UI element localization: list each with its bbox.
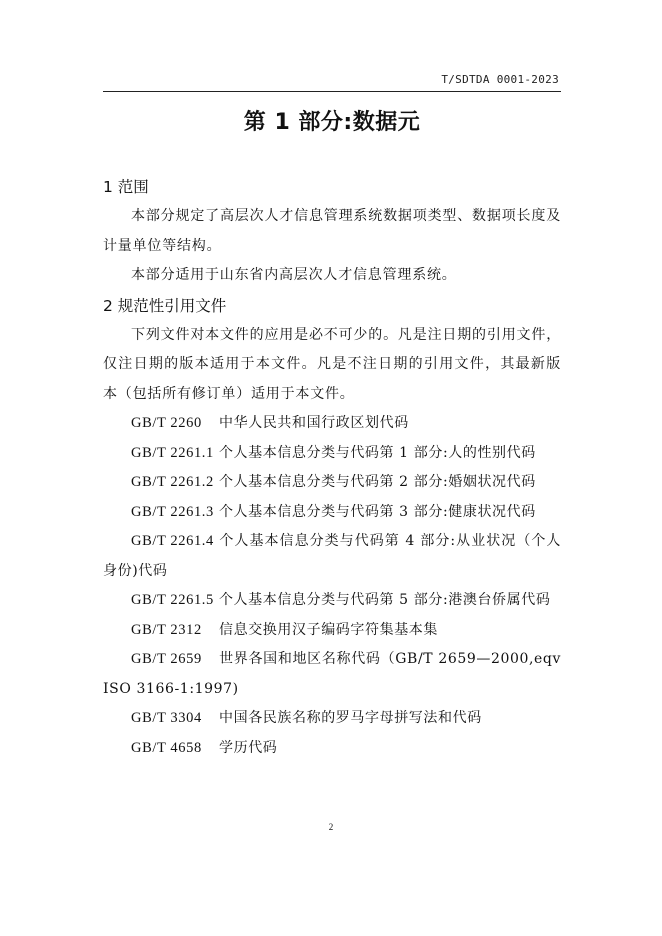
reference-item bbox=[103, 616, 561, 646]
reference-code: GB/T 2261.3 bbox=[131, 503, 214, 520]
reference-title: 个人基本信息分类与代码第 5 部分:港澳台侨属代码 bbox=[218, 592, 551, 608]
header-rule bbox=[103, 91, 561, 92]
reference-title: 世界各国和地区名称代码（GB/T 2659—2000,eqv ISO 3166-1:1997) bbox=[103, 651, 561, 697]
page-title: 第 1 部分:数据元 bbox=[243, 110, 421, 135]
section-heading-normative-references: 2 规范性引用文件 bbox=[103, 296, 227, 315]
reference-item bbox=[103, 439, 561, 469]
reference-title: 个人基本信息分类与代码第 3 部分:健康状况代码 bbox=[218, 503, 536, 520]
reference-item bbox=[103, 409, 561, 439]
references-intro-paragraph: 下列文件对本文件的应用是必不可少的。凡是注日期的引用文件，仅注日期的版本适用于本文件。凡是不注日期的引用文件，其最新版本（包括所有修订单）适用于本文件。 bbox=[103, 326, 561, 402]
scope-paragraph: 本部分规定了高层次人才信息管理系统数据项类型、数据项长度及计量单位等结构。 bbox=[103, 208, 561, 254]
reference-item bbox=[103, 527, 561, 586]
document-body bbox=[103, 172, 561, 763]
reference-title: 个人基本信息分类与代码第 2 部分:婚姻状况代码 bbox=[218, 474, 536, 490]
reference-item bbox=[103, 498, 561, 528]
reference-item bbox=[103, 586, 561, 616]
reference-item bbox=[103, 734, 561, 764]
reference-code: GB/T 2312 bbox=[131, 621, 202, 638]
reference-code: GB/T 4658 bbox=[131, 739, 202, 756]
reference-item bbox=[103, 468, 561, 498]
reference-code: GB/T 2659 bbox=[131, 651, 202, 667]
reference-title: 中国各民族名称的罗马字母拼写法和代码 bbox=[219, 710, 482, 726]
reference-item bbox=[103, 704, 561, 734]
section-heading-scope: 1 范围 bbox=[103, 178, 149, 196]
reference-title: 学历代码 bbox=[219, 739, 278, 756]
reference-code: GB/T 2261.2 bbox=[131, 474, 214, 490]
reference-title: 个人基本信息分类与代码第 4 部分:从业状况（个人身份)代码 bbox=[103, 533, 561, 579]
page-number: 2 bbox=[328, 822, 334, 832]
reference-code: GB/T 2261.5 bbox=[131, 592, 214, 608]
reference-code: GB/T 2261.4 bbox=[131, 533, 214, 549]
reference-title: 中华人民共和国行政区划代码 bbox=[219, 415, 409, 431]
reference-code: GB/T 3304 bbox=[131, 710, 202, 726]
reference-title: 个人基本信息分类与代码第 1 部分:人的性别代码 bbox=[218, 444, 536, 461]
reference-code: GB/T 2260 bbox=[131, 415, 202, 431]
reference-code: GB/T 2261.1 bbox=[131, 444, 214, 461]
reference-title: 信息交换用汉子编码字符集基本集 bbox=[219, 621, 438, 638]
document-code: T/SDTDA 0001-2023 bbox=[441, 73, 559, 86]
reference-item bbox=[103, 645, 561, 704]
scope-paragraph: 本部分适用于山东省内高层次人才信息管理系统。 bbox=[131, 267, 457, 283]
